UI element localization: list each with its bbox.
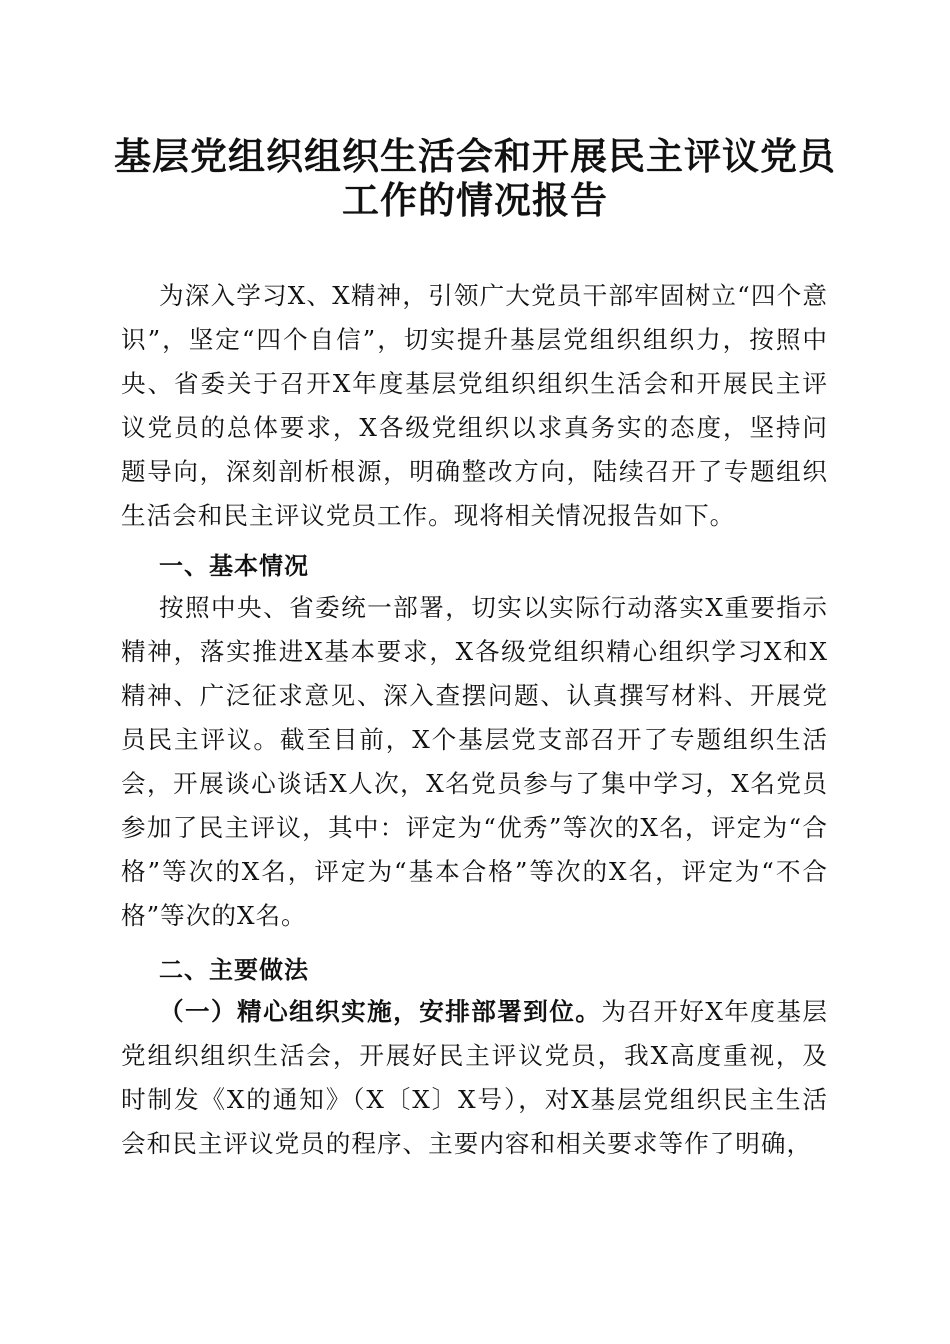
subsection-text: 为召开好X年度基层党组织组织生活会，开展好民主评议党员，我X高度重视，及时制发《X的通知》（X〔X〕X号），对X基层党组织民主生活会和民主评议党员的程序、主要内容和相关要求等作了明确， <box>121 997 828 1158</box>
section-heading-basic-situation: 一、基本情况 <box>159 552 309 580</box>
intro-paragraph: 为深入学习X、X精神，引领广大党员干部牢固树立“四个意识”，坚定“四个自信”，切实提升基层党组织组织力，按照中央、省委关于召开X年度基层党组织组织生活会和开展民主评议党员的总体要求，X各级党组织以求真务实的态度，坚持问题导向，深刻剖析根源，明确整改方向，陆续召开了专题组织生活会和民主评议党员工作。现将相关情况报告如下。 <box>121 281 828 530</box>
main-methods-paragraph <box>121 990 828 1166</box>
document-title: 基层党组织组织生活会和开展民主评议党员工作的情况报告 <box>114 134 836 222</box>
section-heading-main-methods: 二、主要做法 <box>159 956 309 984</box>
subsection-lead: （一）精心组织实施，安排部署到位。 <box>159 997 602 1026</box>
basic-situation-paragraph: 按照中央、省委统一部署，切实以实际行动落实X重要指示精神，落实推进X基本要求，X各级党组织精心组织学习X和X精神、广泛征求意见、深入查摆问题、认真撰写材料、开展党员民主评议。截至目前，X个基层党支部召开了专题组织生活会，开展谈心谈话X人次，X名党员参与了集中学习，X名党员参加了民主评议，其中：评定为“优秀”等次的X名，评定为“合格”等次的X名，评定为“基本合格”等次的X名，评定为“不合格”等次的X名。 <box>121 593 828 930</box>
